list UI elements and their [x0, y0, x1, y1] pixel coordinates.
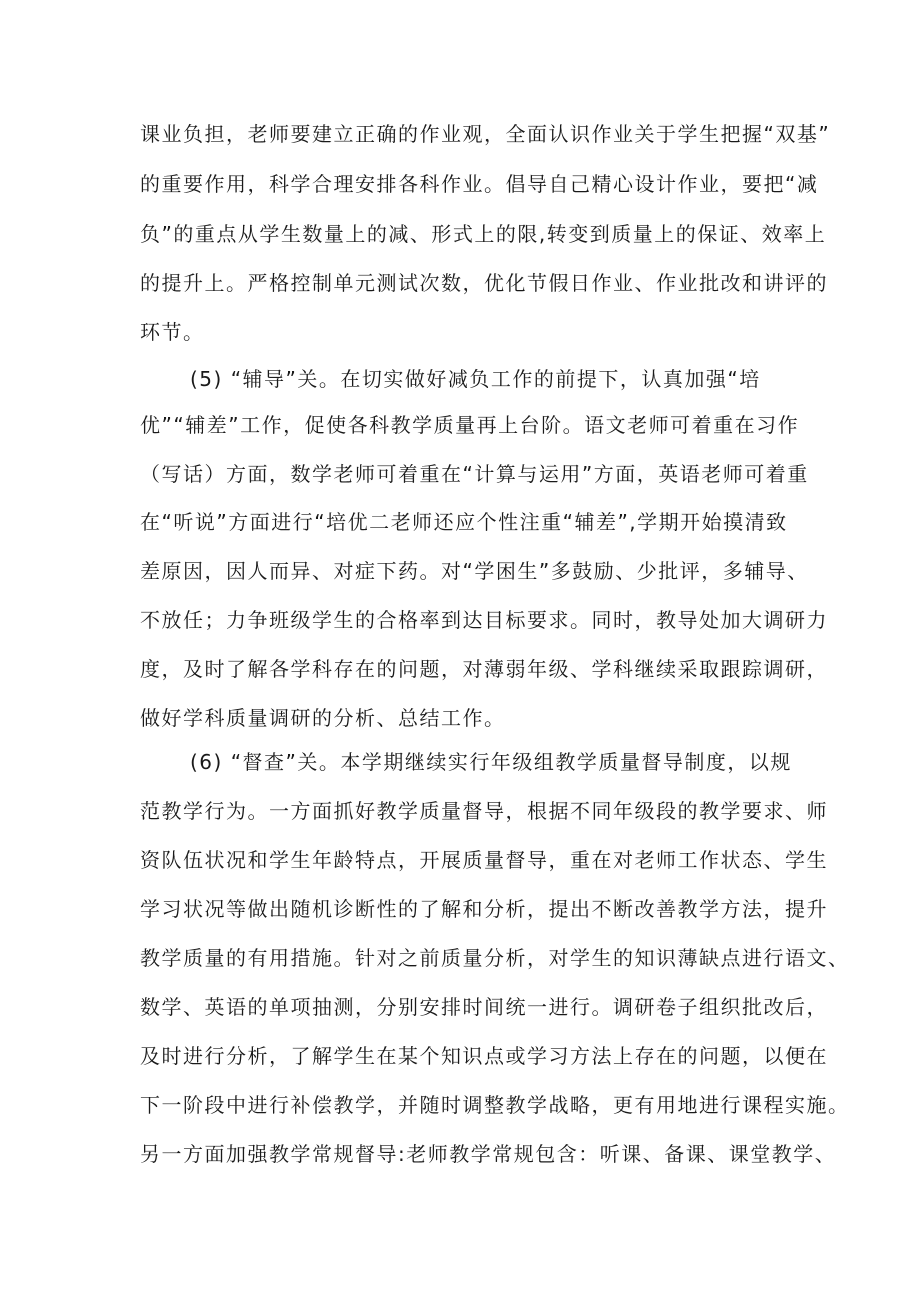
text-line: 的重要作用，科学合理安排各科作业。倡导自己精心设计作业，要把“减 [140, 172, 819, 196]
text-line: 范教学行为。一方面抓好教学质量督导，根据不同年级段的教学要求、师 [140, 799, 828, 823]
text-line: （写话）方面，数学老师可着重在“计算与运用”方面，英语老师可着重 [140, 462, 809, 486]
text-line: 下一阶段中进行补偿教学，并随时调整教学战略，更有用地进行课程实施。 [140, 1093, 850, 1117]
text-line: 在“听说”方面进行“培优二老师还应个性注重“辅差”,学期开始摸清致 [140, 510, 788, 534]
text-line: 教学质量的有用措施。针对之前质量分析，对学生的知识薄缺点进行语文、 [140, 946, 850, 970]
text-line: 及时进行分析，了解学生在某个知识点或学习方法上存在的问题，以便在 [140, 1044, 828, 1068]
text-line: 环节。 [140, 320, 205, 344]
text-line: 数学、英语的单项抽测，分别安排时间统一进行。调研卷子组织批改后， [140, 995, 828, 1019]
text-line: 差原因，因人而异、对症下药。对“学困生”多鼓励、少批评，多辅导、 [140, 559, 809, 583]
text-line: 度，及时了解各学科存在的问题，对薄弱年级、学科继续采取跟踪调研， [140, 657, 828, 681]
text-line: 课业负担，老师要建立正确的作业观，全面认识作业关于学生把握“双基” [140, 122, 831, 146]
text-line: 优”“辅差”工作，促使各科教学质量再上台阶。语文老师可着重在习作 [140, 413, 800, 437]
text-line: 的提升上。严格控制单元测试次数，优化节假日作业、作业批改和讲评的 [140, 271, 828, 295]
paragraph-start-line: (6) “督查”关。本学期继续实行年级组教学质量督导制度，以规 [190, 750, 792, 774]
text-line: 资队伍状况和学生年龄特点，开展质量督导，重在对老师工作状态、学生 [140, 848, 828, 872]
text-line: 学习状况等做出随机诊断性的了解和分析，提出不断改善教学方法，提升 [140, 897, 828, 921]
text-line: 另一方面加强教学常规督导:老师教学常规包含：听课、备课、课堂教学、 [140, 1142, 837, 1166]
text-line: 负”的重点从学生数量上的减、形式上的限,转变到质量上的保证、效率上 [140, 222, 827, 246]
text-line: 不放任；力争班级学生的合格率到达目标要求。同时，教导处加大调研力 [140, 608, 828, 632]
text-line: 做好学科质量调研的分析、总结工作。 [140, 706, 506, 730]
paragraph-start-line: (5) “辅导”关。在切实做好减负工作的前提下，认真加强“培 [190, 367, 761, 391]
